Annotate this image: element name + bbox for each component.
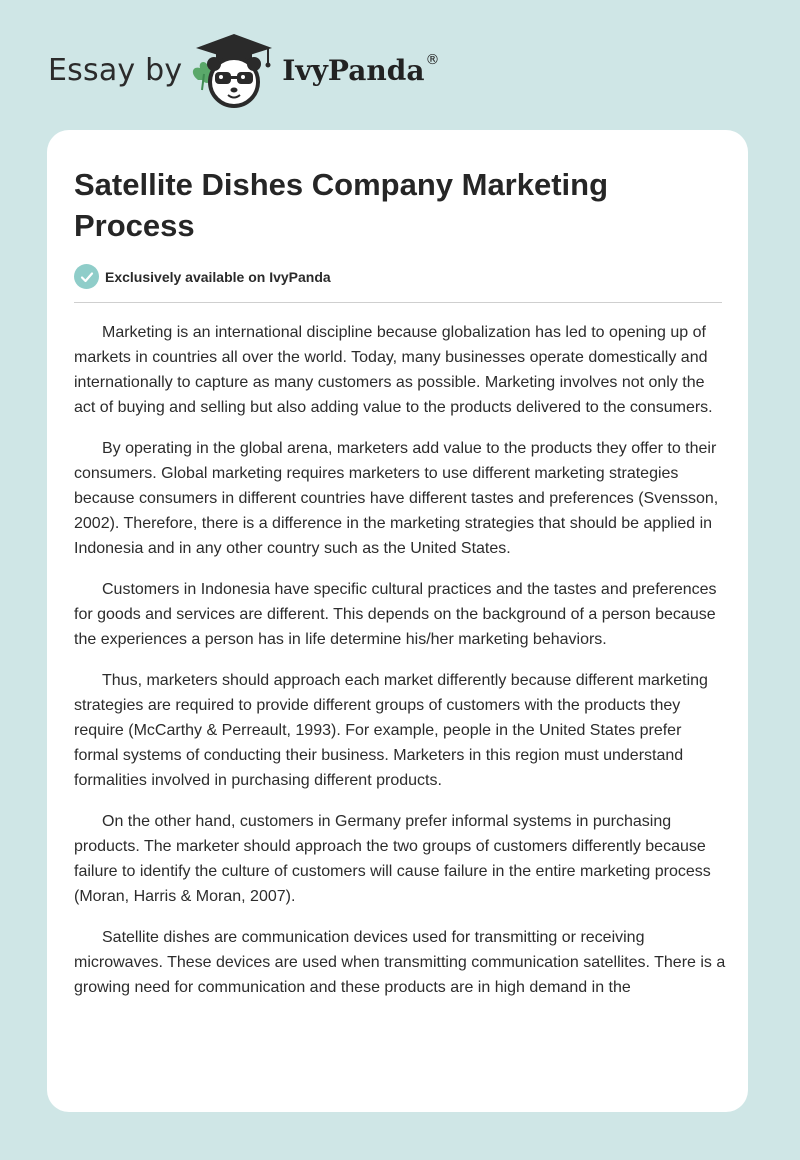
- brand-name: IvyPanda: [282, 53, 425, 87]
- registered-mark: ®: [425, 52, 440, 68]
- paragraph: Thus, marketers should approach each market differently because different marketing strategies are required to provide different groups of customers with the products they require (McCarthy & Perreault, 1993). For example, people in the United States prefer formal systems of conducting their business. Marketers in this region must understand formalities involved in purchasing different products.: [74, 672, 708, 789]
- check-icon: [74, 264, 99, 289]
- exclusive-label: Exclusively available on IvyPanda: [105, 268, 331, 285]
- panda-logo-icon: [188, 30, 280, 110]
- paragraph: Satellite dishes are communication devices used for transmitting or receiving microwaves. These devices are used when transmitting communication satellites. There is a growing need for communication and these products are in high demand in the: [74, 929, 726, 996]
- paragraph: Customers in Indonesia have specific cultural practices and the tastes and preferences for goods and services are different. This depends on the background of a person because the experiences a person has in life determine his/her marketing behaviors.: [74, 581, 717, 648]
- brand-header[interactable]: [48, 30, 439, 110]
- brand-prefix: Essay by: [48, 52, 183, 88]
- paragraph: By operating in the global arena, marketers add value to the products they offer to their consumers. Global marketing requires marketers to use different marketing strategies because consumers in different countries have different tastes and preferences (Svensson, 2002). Therefore, there is a difference in the marketing strategies that should be applied in Indonesia and in any other country such as the United States.: [74, 440, 719, 557]
- page-title: Satellite Dishes Company Marketing Process: [74, 167, 609, 243]
- divider: [74, 302, 722, 303]
- paragraph: Marketing is an international discipline because globalization has led to opening up of markets in countries all over the world. Today, many businesses operate domestically and internationally to capture as many customers as possible. Marketing involves not only the act of buying and selling but also adding value to the products delivered to the consumers.: [74, 324, 713, 416]
- essay-body: [74, 320, 726, 1016]
- exclusive-badge: [74, 264, 331, 289]
- paragraph: On the other hand, customers in Germany prefer informal systems in purchasing products. The marketer should approach the two groups of customers differently because failure to identify the culture of customers will cause failure in the entire marketing process (Moran, Harris & Moran, 2007).: [74, 813, 711, 905]
- essay-card: [47, 130, 748, 1112]
